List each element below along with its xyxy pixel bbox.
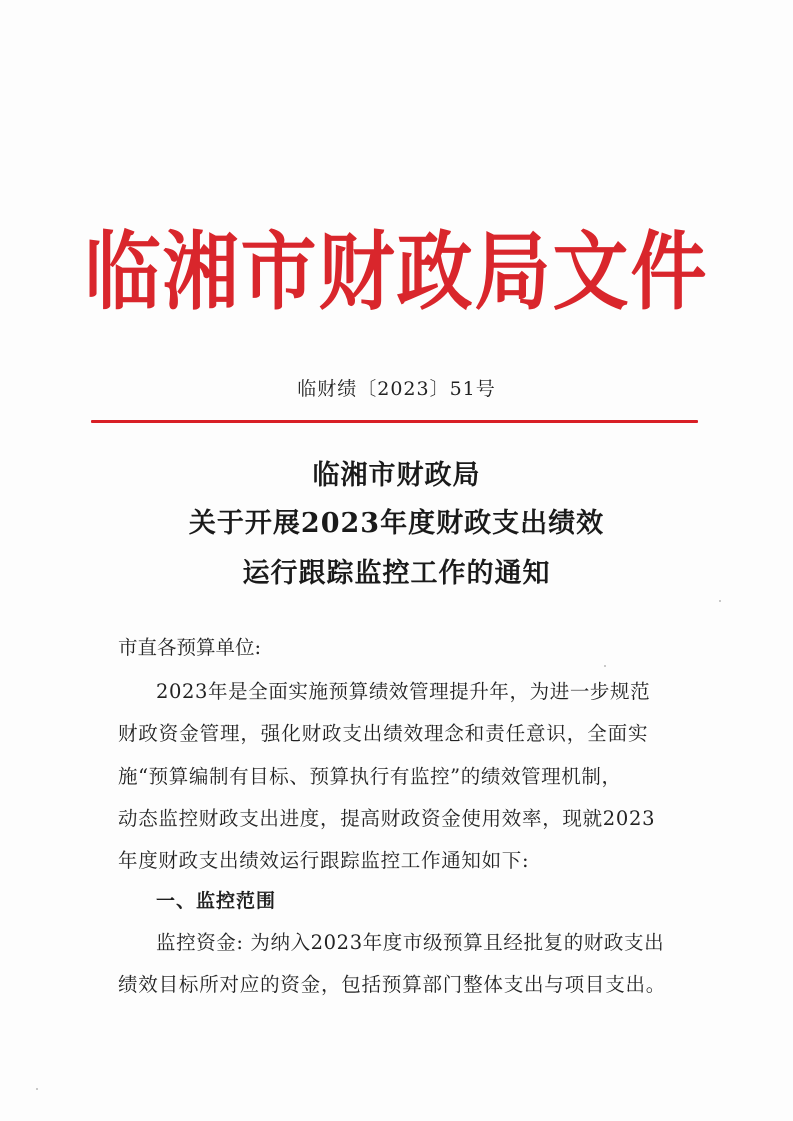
paragraph-2-line-2: 绩效目标所对应的资金，包括预算部门整体支出与项目支出。 xyxy=(118,973,667,996)
scan-speck xyxy=(604,665,606,667)
red-divider-line xyxy=(91,420,698,423)
scan-speck xyxy=(719,600,721,602)
letterhead-title: 临湘市财政局文件 xyxy=(84,222,709,322)
paragraph-1-line-1: 2023年是全面实施预算绩效管理提升年，为进一步规范 xyxy=(156,680,651,703)
paragraph-1-line-5: 年度财政支出绩效运行跟踪监控工作通知如下: xyxy=(118,849,530,872)
paragraph-1-line-3: 施“预算编制有目标、预算执行有监控”的绩效管理机制， xyxy=(118,765,622,788)
paragraph-1-line-4: 动态监控财政支出进度，提高财政资金使用效率，现就2023 xyxy=(118,807,656,830)
scan-speck xyxy=(36,1088,38,1090)
section-heading-scope: 一、监控范围 xyxy=(156,890,277,912)
document-number: 临财绩〔2023〕51号 xyxy=(297,378,496,400)
paragraph-1-line-2: 财政资金管理，强化财政支出绩效理念和责任意识，全面实 xyxy=(118,722,649,745)
salutation: 市直各预算单位: xyxy=(118,636,262,659)
notice-title-line-2: 关于开展2023年度财政支出绩效 xyxy=(188,508,605,539)
notice-title-line-1: 临湘市财政局 xyxy=(312,460,481,491)
notice-title-line-3: 运行跟踪监控工作的通知 xyxy=(242,558,551,589)
paragraph-2-line-1: 监控资金: 为纳入2023年度市级预算且经批复的财政支出 xyxy=(156,931,665,954)
